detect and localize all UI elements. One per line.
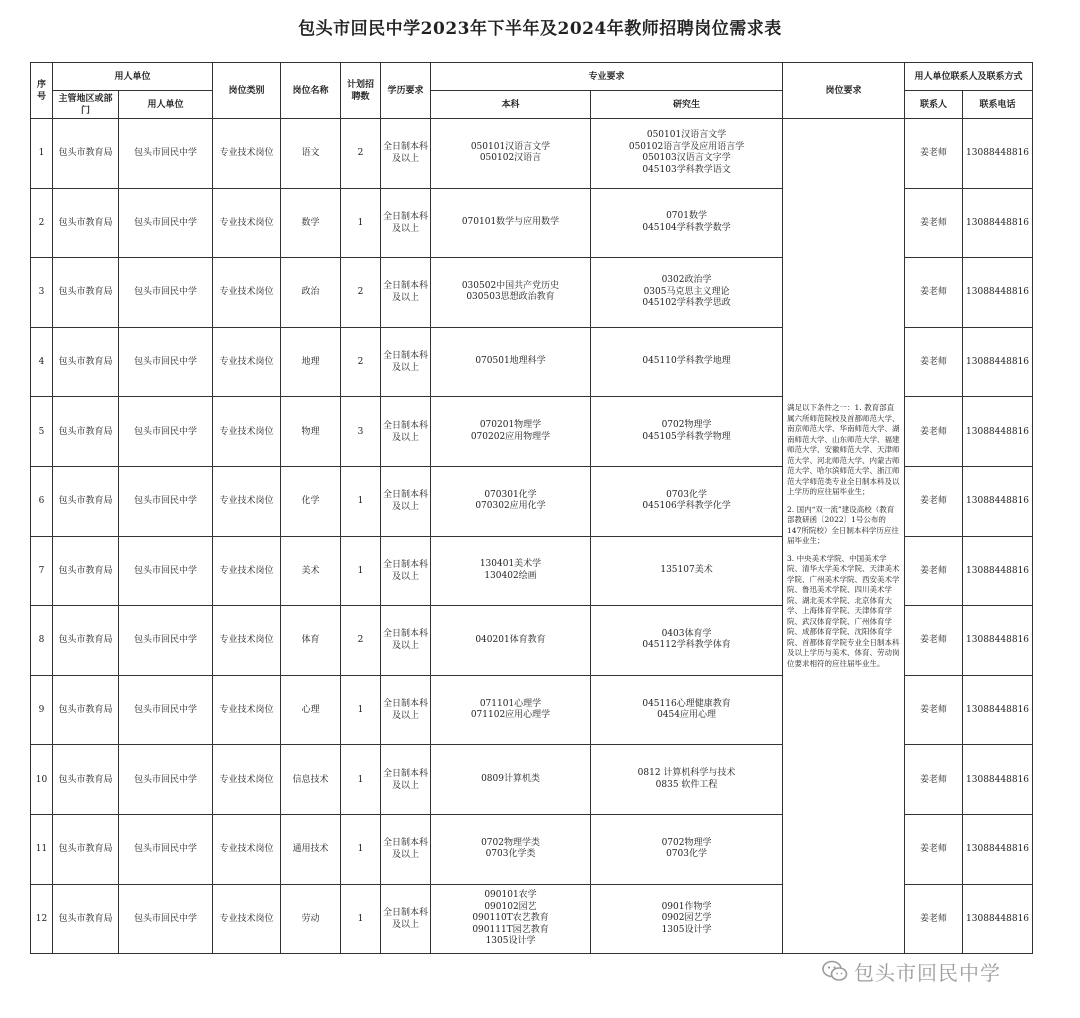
row-plan-count: 2: [341, 327, 381, 397]
row-undergrad-line: 090110T农艺教育: [472, 913, 549, 924]
header-post-requirement: 岗位要求: [783, 63, 905, 119]
row-seq: 12: [31, 884, 53, 954]
header-contact-phone: 联系电话: [963, 91, 1033, 119]
header-graduate: 研究生: [591, 91, 783, 119]
row-seq: 1: [31, 119, 53, 189]
row-undergrad: [431, 675, 591, 745]
row-graduate-line: 0812 计算机科学与技术: [637, 768, 736, 779]
row-post-name: 政治: [281, 258, 341, 328]
row-graduate-line: 045106学科教学化学: [642, 501, 731, 512]
row-seq: 4: [31, 327, 53, 397]
row-undergrad-line: 130401美术学: [479, 559, 542, 570]
row-plan-count: 1: [341, 675, 381, 745]
row-graduate-line: 0302政治学: [661, 275, 712, 286]
row-plan-count: 2: [341, 119, 381, 189]
row-undergrad-line: 130402绘画: [484, 570, 537, 581]
row-plan-count: 1: [341, 466, 381, 536]
row-seq: 6: [31, 466, 53, 536]
row-authority: 包头市教育局: [53, 466, 119, 536]
row-post-name: 劳动: [281, 884, 341, 954]
row-undergrad-line: 1305设计学: [485, 936, 536, 947]
row-education: 全日制本科及以上: [381, 814, 431, 884]
row-post-type: 专业技术岗位: [213, 814, 281, 884]
row-seq: 5: [31, 397, 53, 467]
row-undergrad-line: 0702物理学类: [481, 837, 540, 848]
row-post-type: 专业技术岗位: [213, 536, 281, 606]
header-education: 学历要求: [381, 63, 431, 119]
row-contact-person: 姜老师: [905, 884, 963, 954]
row-graduate: [591, 536, 783, 606]
row-undergrad: [431, 814, 591, 884]
row-contact-phone: 13088448816: [963, 814, 1033, 884]
row-authority: 包头市教育局: [53, 327, 119, 397]
row-undergrad-line: 090102园艺: [484, 901, 537, 912]
row-plan-count: 1: [341, 814, 381, 884]
row-contact-phone: 13088448816: [963, 606, 1033, 676]
row-education: 全日制本科及以上: [381, 258, 431, 328]
row-graduate-line: 045116心理健康教育: [642, 698, 731, 709]
row-graduate-line: 0701数学: [666, 211, 707, 222]
watermark-text: 包头市回民中学: [854, 960, 1001, 985]
row-education: 全日制本科及以上: [381, 606, 431, 676]
row-contact-person: 姜老师: [905, 327, 963, 397]
row-undergrad: [431, 119, 591, 189]
row-education: 全日制本科及以上: [381, 466, 431, 536]
post-requirement: [783, 119, 905, 954]
row-post-name: 数学: [281, 188, 341, 258]
row-undergrad-line: 070301化学: [484, 489, 537, 500]
row-graduate-line: 0835 软件工程: [655, 779, 718, 790]
row-contact-phone: 13088448816: [963, 536, 1033, 606]
row-education: 全日制本科及以上: [381, 119, 431, 189]
row-post-name: 美术: [281, 536, 341, 606]
row-undergrad: [431, 397, 591, 467]
row-post-type: 专业技术岗位: [213, 397, 281, 467]
row-undergrad-line: 071102应用心理学: [470, 710, 551, 721]
row-employer: 包头市回民中学: [119, 606, 213, 676]
row-contact-person: 姜老师: [905, 814, 963, 884]
row-undergrad: [431, 188, 591, 258]
row-plan-count: 2: [341, 606, 381, 676]
row-graduate-line: 0703化学: [666, 849, 707, 860]
header-major-group: 专业要求: [431, 63, 783, 91]
row-graduate-line: 045104学科教学数学: [642, 222, 731, 233]
row-contact-phone: 13088448816: [963, 397, 1033, 467]
row-undergrad: [431, 884, 591, 954]
row-post-name: 化学: [281, 466, 341, 536]
row-post-type: 专业技术岗位: [213, 119, 281, 189]
row-undergrad: [431, 745, 591, 815]
row-authority: 包头市教育局: [53, 397, 119, 467]
header-plan-count: 计划招聘数: [341, 63, 381, 119]
page-title: 包头市回民中学2023年下半年及2024年教师招聘岗位需求表: [298, 19, 782, 39]
row-plan-count: 1: [341, 536, 381, 606]
row-graduate-line: 045102学科教学思政: [642, 298, 731, 309]
row-graduate: [591, 188, 783, 258]
row-contact-phone: 13088448816: [963, 188, 1033, 258]
row-graduate: [591, 258, 783, 328]
watermark: [822, 958, 1001, 984]
table-row: [31, 119, 1033, 189]
row-seq: 10: [31, 745, 53, 815]
row-graduate: [591, 327, 783, 397]
row-contact-person: 姜老师: [905, 258, 963, 328]
row-undergrad-line: 071101心理学: [479, 698, 542, 709]
header-employer-group: 用人单位: [53, 63, 213, 91]
row-authority: 包头市教育局: [53, 119, 119, 189]
row-plan-count: 1: [341, 745, 381, 815]
requirement-paragraph: 2. 国内“双一流”建设高校（教育部教研函〔2022〕1号公布的147所院校）全日制本科学历应往届毕业生；: [787, 504, 899, 546]
row-undergrad-line: 040201体育教育: [475, 634, 546, 645]
row-plan-count: 1: [341, 884, 381, 954]
row-post-type: 专业技术岗位: [213, 188, 281, 258]
row-graduate: [591, 397, 783, 467]
row-employer: 包头市回民中学: [119, 327, 213, 397]
row-authority: 包头市教育局: [53, 258, 119, 328]
row-plan-count: 1: [341, 188, 381, 258]
row-contact-phone: 13088448816: [963, 119, 1033, 189]
row-authority: 包头市教育局: [53, 675, 119, 745]
row-contact-phone: 13088448816: [963, 884, 1033, 954]
row-graduate: [591, 606, 783, 676]
row-graduate-line: 045112学科教学体育: [642, 640, 731, 651]
row-seq: 8: [31, 606, 53, 676]
requirement-paragraph: 满足以下条件之一：1. 教育部直属六所师范院校及首都师范大学、南京师范大学、华南师范大学、湖南师范大学、山东师范大学、福建师范大学、安徽师范大学、天津师范大学、河北师范大学、内蒙古师范大学、哈尔滨师范大学、浙江师范大学师范类专业全日制本科及以上学历的应往届毕业生；: [787, 403, 900, 497]
row-undergrad-line: 050102汉语言: [479, 153, 542, 164]
row-contact-phone: 13088448816: [963, 258, 1033, 328]
row-graduate: [591, 814, 783, 884]
row-education: 全日制本科及以上: [381, 536, 431, 606]
row-undergrad-line: 0809计算机类: [481, 773, 540, 784]
row-graduate-line: 1305设计学: [661, 924, 712, 935]
row-authority: 包头市教育局: [53, 536, 119, 606]
row-employer: 包头市回民中学: [119, 675, 213, 745]
row-seq: 2: [31, 188, 53, 258]
table-body: [31, 119, 1033, 954]
row-graduate-line: 135107美术: [660, 565, 713, 576]
row-employer: 包头市回民中学: [119, 884, 213, 954]
row-seq: 9: [31, 675, 53, 745]
row-graduate-line: 0703化学: [666, 489, 707, 500]
row-graduate-line: 0702物理学: [661, 837, 712, 848]
row-education: 全日制本科及以上: [381, 397, 431, 467]
row-employer: 包头市回民中学: [119, 814, 213, 884]
requirement-paragraph: 3. 中央美术学院、中国美术学院、清华大学美术学院、天津美术学院、广州美术学院、西安美术学院、鲁迅美术学院、四川美术学院、湖北美术学院、北京体育大学、上海体育学院、天津体育学院、武汉体育学院、广州体育学院、成都体育学院、沈阳体育学院、首都体育学院专业全日制本科及以上学历与美术、体育、劳动岗位要求相符的应往届毕业生。: [787, 553, 900, 668]
row-undergrad-line: 030502中国共产党历史: [461, 280, 560, 291]
row-undergrad-line: 050101汉语言文学: [470, 141, 551, 152]
row-post-name: 体育: [281, 606, 341, 676]
row-contact-phone: 13088448816: [963, 745, 1033, 815]
row-undergrad-line: 070302应用化学: [475, 501, 546, 512]
header-post-name: 岗位名称: [281, 63, 341, 119]
row-post-name: 信息技术: [281, 745, 341, 815]
row-post-type: 专业技术岗位: [213, 745, 281, 815]
row-undergrad-line: 090111T园艺教育: [472, 924, 549, 935]
row-post-name: 语文: [281, 119, 341, 189]
row-undergrad: [431, 536, 591, 606]
row-employer: 包头市回民中学: [119, 536, 213, 606]
row-undergrad-line: 070201物理学: [479, 420, 542, 431]
row-graduate-line: 050101汉语言文学: [646, 130, 727, 141]
row-post-type: 专业技术岗位: [213, 466, 281, 536]
row-seq: 11: [31, 814, 53, 884]
row-graduate-line: 050102语言学及应用语言学: [628, 141, 745, 152]
row-employer: 包头市回民中学: [119, 188, 213, 258]
row-authority: 包头市教育局: [53, 188, 119, 258]
row-employer: 包头市回民中学: [119, 466, 213, 536]
row-contact-phone: 13088448816: [963, 675, 1033, 745]
row-contact-person: 姜老师: [905, 119, 963, 189]
row-contact-person: 姜老师: [905, 745, 963, 815]
row-post-name: 物理: [281, 397, 341, 467]
row-contact-person: 姜老师: [905, 606, 963, 676]
row-post-name: 通用技术: [281, 814, 341, 884]
row-plan-count: 2: [341, 258, 381, 328]
row-post-type: 专业技术岗位: [213, 606, 281, 676]
row-graduate-line: 0702物理学: [661, 420, 712, 431]
header-contact-person: 联系人: [905, 91, 963, 119]
row-graduate-line: 045110学科教学地理: [642, 356, 731, 367]
row-graduate: [591, 745, 783, 815]
row-undergrad-line: 070501地理科学: [475, 356, 546, 367]
header-authority: 主管地区或部门: [53, 91, 119, 119]
row-post-type: 专业技术岗位: [213, 327, 281, 397]
row-post-type: 专业技术岗位: [213, 884, 281, 954]
row-post-type: 专业技术岗位: [213, 258, 281, 328]
row-post-name: 地理: [281, 327, 341, 397]
row-authority: 包头市教育局: [53, 814, 119, 884]
row-graduate-line: 045105学科教学物理: [642, 431, 731, 442]
row-undergrad-line: 070101数学与应用数学: [461, 217, 560, 228]
row-authority: 包头市教育局: [53, 884, 119, 954]
row-undergrad-line: 070202应用物理学: [470, 431, 551, 442]
header-seq: 序号: [31, 63, 53, 119]
row-contact-person: 姜老师: [905, 675, 963, 745]
row-undergrad: [431, 258, 591, 328]
row-graduate-line: 050103汉语言文字学: [642, 153, 731, 164]
row-contact-phone: 13088448816: [963, 327, 1033, 397]
row-seq: 3: [31, 258, 53, 328]
row-undergrad: [431, 466, 591, 536]
row-contact-person: 姜老师: [905, 536, 963, 606]
row-education: 全日制本科及以上: [381, 675, 431, 745]
recruitment-table: [30, 62, 1033, 954]
row-contact-person: 姜老师: [905, 397, 963, 467]
row-graduate-line: 0902园艺学: [661, 913, 712, 924]
row-education: 全日制本科及以上: [381, 327, 431, 397]
row-graduate-line: 0901作物学: [661, 901, 712, 912]
row-authority: 包头市教育局: [53, 606, 119, 676]
header-contact-group: 用人单位联系人及联系方式: [905, 63, 1033, 91]
row-education: 全日制本科及以上: [381, 188, 431, 258]
header-undergrad: 本科: [431, 91, 591, 119]
row-graduate: [591, 119, 783, 189]
row-contact-person: 姜老师: [905, 466, 963, 536]
row-contact-phone: 13088448816: [963, 466, 1033, 536]
row-authority: 包头市教育局: [53, 745, 119, 815]
row-education: 全日制本科及以上: [381, 884, 431, 954]
row-contact-person: 姜老师: [905, 188, 963, 258]
row-employer: 包头市回民中学: [119, 745, 213, 815]
row-graduate-line: 045103学科教学语文: [642, 164, 731, 175]
row-education: 全日制本科及以上: [381, 745, 431, 815]
row-seq: 7: [31, 536, 53, 606]
row-employer: 包头市回民中学: [119, 119, 213, 189]
wechat-icon: [822, 960, 848, 982]
row-graduate-line: 0305马克思主义理论: [643, 286, 730, 297]
row-employer: 包头市回民中学: [119, 397, 213, 467]
row-undergrad-line: 090101农学: [484, 890, 537, 901]
header-post-type: 岗位类别: [213, 63, 281, 119]
header-employer: 用人单位: [119, 91, 213, 119]
row-employer: 包头市回民中学: [119, 258, 213, 328]
row-undergrad-line: 0703化学类: [485, 849, 536, 860]
row-undergrad-line: 030503思想政治教育: [466, 292, 555, 303]
row-graduate-line: 0454应用心理: [657, 710, 716, 721]
row-undergrad: [431, 327, 591, 397]
row-plan-count: 3: [341, 397, 381, 467]
row-graduate: [591, 466, 783, 536]
row-undergrad: [431, 606, 591, 676]
row-graduate-line: 0403体育学: [661, 628, 712, 639]
row-graduate: [591, 884, 783, 954]
row-post-name: 心理: [281, 675, 341, 745]
row-graduate: [591, 675, 783, 745]
row-post-type: 专业技术岗位: [213, 675, 281, 745]
